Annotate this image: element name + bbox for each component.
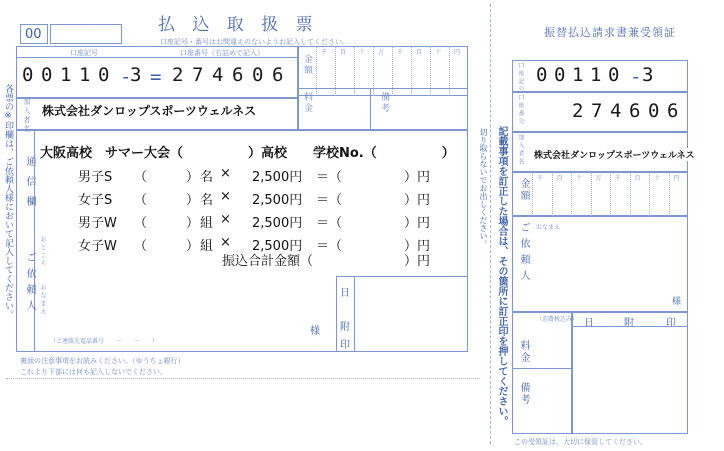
form-row-times: ×	[220, 235, 231, 250]
right-account-symbol-label: 口座記号	[517, 62, 524, 94]
left-remarks-label: 備考	[379, 92, 389, 114]
right-account-number-label: 口座番号	[517, 94, 524, 126]
form-row-times: ×	[220, 166, 231, 181]
form-row-equals: ＝（	[316, 216, 343, 231]
form-row-price: 2,500円	[252, 216, 303, 231]
right-account-number-digit: 7	[591, 100, 603, 122]
left-seal-label: 印	[340, 340, 350, 351]
right-account-symbol-digit: 0	[608, 64, 620, 86]
left-account-divider	[16, 57, 298, 58]
left-subscriber-label: 加入者名	[23, 98, 31, 134]
left-amount-unit-label: 千	[397, 49, 404, 56]
left-fee-divider	[370, 88, 371, 130]
left-amount-unit-label: 千	[321, 49, 328, 56]
right-amount-unit-label: 百	[634, 175, 641, 182]
left-cut-line	[6, 378, 480, 379]
right-amount-label: 金額	[518, 178, 529, 202]
right-account-number-digit: 4	[610, 100, 622, 122]
form-row-equals: ＝（	[316, 239, 343, 254]
form-row-unit: 組	[200, 216, 214, 231]
right-amount-unit-cell	[571, 172, 591, 216]
form-row-yen: ）円	[404, 170, 431, 185]
form-row-price: 2,500円	[252, 170, 303, 185]
right-amount-unit-label: 十	[576, 175, 583, 182]
form-row-item: 女子W	[78, 239, 117, 254]
left-account-symbol-digit: 1	[79, 64, 91, 86]
form-row-item: 男子W	[78, 216, 117, 231]
corner-code: 00	[25, 27, 42, 42]
form-line1: 大阪高校 サマー大会（ ）高校 学校No.（ ）	[40, 146, 455, 161]
form-row-yen: ）円	[404, 193, 431, 208]
left-date-divider	[354, 276, 355, 352]
form-row-paren-open: （	[134, 216, 148, 231]
form-row-paren-open: （	[134, 239, 148, 254]
form-row-paren-close: ）	[186, 193, 200, 208]
right-seal-label: 印	[666, 318, 676, 329]
left-sama: 様	[310, 326, 320, 337]
left-comm-text: 通信欄	[24, 156, 35, 216]
right-fee-box	[512, 312, 572, 434]
left-account-number-digit: 6	[272, 64, 284, 86]
right-name-label: おなまえ	[536, 224, 561, 231]
left-amount-unit-label: 百	[416, 49, 423, 56]
form-row-item: 男子S	[78, 170, 113, 185]
form-row-paren-open: （	[134, 170, 148, 185]
right-amount-unit-label: 万	[595, 175, 602, 182]
form-row-equals: ＝（	[316, 170, 343, 185]
right-account-dash: -	[630, 66, 642, 88]
left-subscriber-name: 株式会社ダンロップスポーツウェルネス	[42, 104, 257, 118]
right-stamp-label: 附	[624, 318, 634, 329]
right-amount-unit-cell	[591, 172, 611, 216]
right-amount-unit-label: 千	[537, 175, 544, 182]
right-account-number-digit: 6	[629, 100, 641, 122]
right-amount-unit-label: 円	[673, 175, 680, 182]
left-account-number-digit: 6	[232, 64, 244, 86]
form-total-yen: ）円	[404, 254, 431, 269]
right-amount-unit-cell	[610, 172, 630, 216]
perforation-line	[490, 4, 491, 444]
left-footer1: 裏面の注意事項をお読みください。（ゆうちょ銀行）	[20, 357, 185, 365]
left-amount-unit-label: 十	[359, 49, 366, 56]
right-remarks-label: 備考	[518, 382, 529, 406]
form-row-price: 2,500円	[252, 193, 303, 208]
right-amount-units	[532, 172, 688, 216]
middle-note-cut: 切り取らないでお出しください。	[479, 128, 488, 248]
left-amount-unit-label: 円	[454, 49, 461, 56]
form-row-unit: 名	[200, 193, 214, 208]
left-account-number-digit: 4	[212, 64, 224, 86]
left-account-number-digit: 0	[252, 64, 264, 86]
left-amount-label: 金額	[302, 54, 312, 76]
right-sama: 様	[672, 297, 682, 307]
left-amount-unit-label: 十	[435, 49, 442, 56]
right-account-symbol-digit: 1	[590, 64, 602, 86]
right-fee-label: 料金	[518, 340, 529, 364]
corner-code-box	[20, 24, 48, 44]
right-amount-unit-label: 千	[615, 175, 622, 182]
left-address-label: おところ	[39, 236, 46, 268]
right-amount-unit-label: 百	[556, 175, 563, 182]
right-amount-unit-cell	[532, 172, 552, 216]
left-account-eq: =	[150, 66, 162, 88]
left-date-label: 日	[340, 288, 350, 299]
right-account-number-digit: 2	[572, 100, 584, 122]
left-stamp-label: 附	[340, 322, 350, 333]
left-footer2: これより下部には何も記入しないでください。	[20, 368, 167, 376]
right-amount-unit-cell	[669, 172, 689, 216]
left-requester-label: ご依頼人	[24, 252, 35, 316]
right-amount-unit-label: 十	[654, 175, 661, 182]
right-date-box	[572, 312, 688, 434]
form-total-label: 振込合計金額（	[222, 254, 314, 269]
left-title-note: 口座記号・番号はお間違えのないようお記入してください。	[160, 38, 349, 46]
right-requester-label: ご依頼人	[518, 222, 529, 286]
form-row-paren-close: ）	[186, 170, 200, 185]
left-account-number-digit: 2	[172, 64, 184, 86]
left-account-dash: -	[120, 66, 132, 88]
form-row-unit: 名	[200, 170, 214, 185]
form-row-unit: 組	[200, 239, 214, 254]
left-comm-vline	[34, 130, 35, 352]
right-fee-divider	[512, 368, 572, 369]
left-amount-unit-label: 百	[340, 49, 347, 56]
left-account-symbol-digit: 0	[98, 64, 110, 86]
right-account-number-digit: 6	[667, 100, 679, 122]
right-date-divider	[572, 326, 688, 327]
left-title: 払 込 取 扱 票	[158, 15, 319, 35]
right-subscriber-label: 加入者名	[517, 134, 524, 166]
left-account-symbol-digit: 1	[60, 64, 72, 86]
right-account-number-digit: 0	[648, 100, 660, 122]
form-row-yen: ）円	[404, 239, 431, 254]
left-fee-label: 料金	[302, 92, 312, 114]
right-account-symbol-suffix: 3	[642, 64, 654, 86]
form-row-paren-close: ）	[186, 239, 200, 254]
left-name-label: おなまえ	[39, 284, 46, 316]
form-row-item: 女子S	[78, 193, 113, 208]
left-account-symbol-digit: 0	[22, 64, 34, 86]
corner-blank-box	[50, 24, 122, 44]
right-amount-unit-cell	[649, 172, 669, 216]
form-row-yen: ）円	[404, 216, 431, 231]
right-subscriber-name: 株式会社ダンロップスポーツウェルネス	[534, 148, 695, 161]
left-account-number-digit: 7	[192, 64, 204, 86]
right-account-symbol-digit: 0	[554, 64, 566, 86]
left-account-symbol-digit: 0	[41, 64, 53, 86]
right-title: 振替払込請求書兼受領証	[544, 26, 676, 39]
left-account-symbol-label: 口座記号	[70, 49, 98, 57]
right-amount-unit-cell	[630, 172, 650, 216]
left-amount-unit-label: 万	[378, 49, 385, 56]
right-amount-unit-cell	[552, 172, 572, 216]
right-date-stamp-label: （消費税込み）	[536, 316, 579, 323]
middle-note-correct: 記載事項を訂正した場合は、その箇所に訂正印を押してください。	[496, 126, 507, 426]
left-account-symbol-suffix: 3	[130, 64, 142, 86]
form-row-equals: ＝（	[316, 193, 343, 208]
left-side-note: 各票の※印欄は、ご依頼人様において記入してください。	[3, 84, 13, 319]
left-account-number-label: 口座番号（右詰めで記入）	[180, 49, 264, 57]
right-footer: この受領証は、大切に保管してください。	[514, 438, 647, 446]
form-row-times: ×	[220, 212, 231, 227]
form-row-paren-open: （	[134, 193, 148, 208]
form-row-times: ×	[220, 189, 231, 204]
form-row-paren-close: ）	[186, 216, 200, 231]
right-date-label: 日	[584, 318, 594, 329]
right-account-symbol-digit: 1	[572, 64, 584, 86]
form-row-price: 2,500円	[252, 239, 303, 254]
right-account-symbol-digit: 0	[536, 64, 548, 86]
left-date-box	[336, 276, 468, 352]
left-phone-label: （ご連絡先電話番号 － － ）	[50, 338, 159, 345]
